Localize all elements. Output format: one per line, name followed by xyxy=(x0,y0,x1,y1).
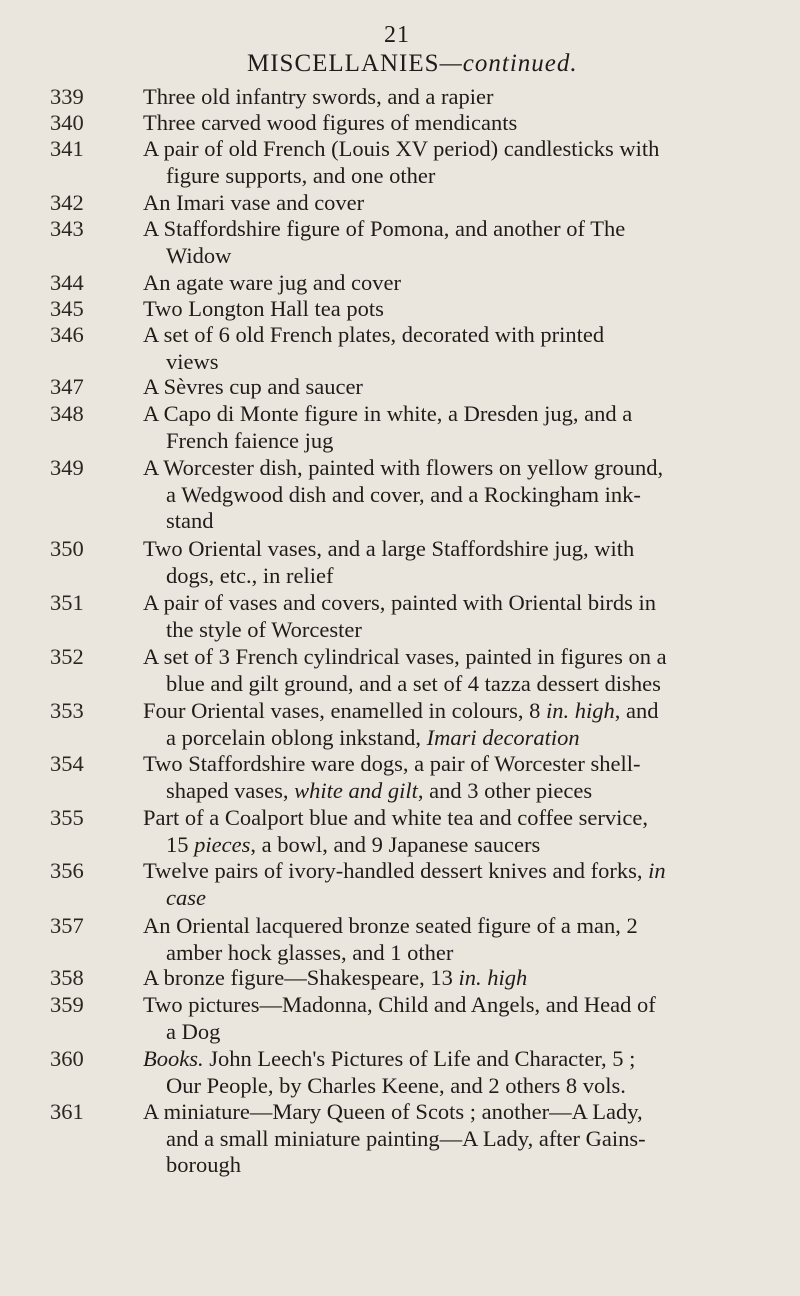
italic-text: in xyxy=(648,858,666,883)
description-line: A pair of old French (Louis XV period) candlesticks with xyxy=(143,136,660,161)
description-line: stand xyxy=(166,508,214,533)
description-line: A set of 6 old French plates, decorated with printed xyxy=(143,322,605,347)
lot-number: 356 xyxy=(50,858,84,883)
lot-description xyxy=(143,190,783,217)
description-line: A miniature—Mary Queen of Scots ; another—A Lady, xyxy=(143,1099,643,1124)
description-line: A Sèvres cup and saucer xyxy=(143,374,363,399)
lot-description xyxy=(143,590,783,643)
lot-description xyxy=(143,296,783,323)
description-line: French faience jug xyxy=(166,427,334,453)
description-line: a Dog xyxy=(166,1018,221,1044)
lot-description xyxy=(143,216,783,269)
description-line: borough xyxy=(166,1152,241,1177)
lot-number: 359 xyxy=(50,992,84,1017)
description-line: Our People, by Charles Keene, and 2 others 8 vols. xyxy=(166,1072,626,1098)
description-line: An agate ware jug and cover xyxy=(143,270,402,295)
lot-description xyxy=(143,322,783,375)
description-line: amber hock glasses, and 1 other xyxy=(166,939,454,965)
italic-text: white and gilt xyxy=(294,777,418,803)
description-line: a porcelain oblong inkstand, Imari decoration xyxy=(166,724,580,750)
description-line: Two pictures—Madonna, Child and Angels, and Head of xyxy=(143,992,656,1017)
lot-description xyxy=(143,698,783,751)
lot-description xyxy=(143,965,783,992)
description-line: Twelve pairs of ivory-handled dessert knives and forks, in xyxy=(143,858,666,883)
lot-number: 360 xyxy=(50,1046,84,1071)
lot-description xyxy=(143,1099,783,1179)
section-title-suffix: —continued. xyxy=(439,50,578,77)
lot-description xyxy=(143,455,783,535)
lot-number: 344 xyxy=(50,270,84,295)
lot-description xyxy=(143,401,783,454)
lot-description xyxy=(143,536,783,589)
lot-number: 361 xyxy=(50,1099,84,1124)
lot-number: 358 xyxy=(50,965,84,990)
description-line: Books. John Leech's Pictures of Life and Character, 5 ; xyxy=(143,1046,636,1071)
italic-text: Books. xyxy=(143,1046,204,1071)
lot-number: 348 xyxy=(50,401,84,426)
italic-text: Imari decoration xyxy=(426,724,580,750)
lot-description xyxy=(143,1046,783,1099)
lot-number: 357 xyxy=(50,913,84,938)
description-line: A pair of vases and covers, painted with Oriental birds in xyxy=(143,590,656,615)
lot-description xyxy=(143,644,783,697)
lot-description xyxy=(143,136,783,189)
description-line: the style of Worcester xyxy=(166,616,362,642)
description-line: Four Oriental vases, enamelled in colours, 8 in. high, and xyxy=(143,698,659,723)
italic-text: in. high xyxy=(546,698,615,723)
lot-number: 347 xyxy=(50,374,84,399)
description-line: A Worcester dish, painted with flowers on yellow ground, xyxy=(143,455,664,480)
description-line: Two Oriental vases, and a large Staffordshire jug, with xyxy=(143,536,635,561)
description-line: 15 pieces, a bowl, and 9 Japanese saucers xyxy=(166,831,541,857)
italic-text: in. high xyxy=(458,965,528,990)
description-line: Widow xyxy=(166,242,232,268)
lot-number: 350 xyxy=(50,536,84,561)
description-line: Two Longton Hall tea pots xyxy=(143,296,384,321)
description-line: An Imari vase and cover xyxy=(143,190,365,215)
lot-number: 354 xyxy=(50,751,84,776)
description-line: A Staffordshire figure of Pomona, and another of The xyxy=(143,216,626,241)
description-line: An Oriental lacquered bronze seated figure of a man, 2 xyxy=(143,913,638,938)
lot-description xyxy=(143,110,783,137)
lot-number: 352 xyxy=(50,644,84,669)
description-line: shaped vases, white and gilt, and 3 other pieces xyxy=(166,777,593,803)
lot-number: 353 xyxy=(50,698,84,723)
description-line: figure supports, and one other xyxy=(166,162,436,188)
description-line: blue and gilt ground, and a set of 4 tazza dessert dishes xyxy=(166,670,661,696)
description-line: A set of 3 French cylindrical vases, painted in figures on a xyxy=(143,644,667,669)
lot-description xyxy=(143,913,783,966)
lot-number: 339 xyxy=(50,84,84,109)
section-title-main: MISCELLANIES xyxy=(247,50,440,77)
page-number: 21 xyxy=(384,22,410,48)
lot-description xyxy=(143,374,783,401)
description-line: A Capo di Monte figure in white, a Dresden jug, and a xyxy=(143,401,633,426)
description-line: A bronze figure—Shakespeare, 13 in. high xyxy=(143,965,528,990)
description-line: and a small miniature painting—A Lady, after Gains- xyxy=(166,1125,646,1151)
lot-number: 341 xyxy=(50,136,84,161)
lot-description xyxy=(143,270,783,297)
lot-number: 349 xyxy=(50,455,84,480)
lot-number: 355 xyxy=(50,805,84,830)
italic-text: pieces xyxy=(194,831,251,857)
lot-number: 345 xyxy=(50,296,84,321)
lot-description xyxy=(143,805,783,858)
description-line xyxy=(143,885,783,912)
lot-number: 346 xyxy=(50,322,84,347)
description-line: Three carved wood figures of mendicants xyxy=(143,110,518,135)
description-line: Three old infantry swords, and a rapier xyxy=(143,84,494,109)
lot-description xyxy=(143,84,783,111)
description-line: Two Staffordshire ware dogs, a pair of Worcester shell- xyxy=(143,751,641,776)
lot-number: 351 xyxy=(50,590,84,615)
italic-text: case xyxy=(166,884,206,910)
lot-description xyxy=(143,992,783,1045)
lot-number: 343 xyxy=(50,216,84,241)
description-line: Part of a Coalport blue and white tea and coffee service, xyxy=(143,805,649,830)
lot-description xyxy=(143,751,783,804)
lot-number: 340 xyxy=(50,110,84,135)
description-line: views xyxy=(166,348,219,374)
lot-description xyxy=(143,858,783,911)
lot-number: 342 xyxy=(50,190,84,215)
description-line: a Wedgwood dish and cover, and a Rockingham ink- xyxy=(166,481,641,507)
description-line: dogs, etc., in relief xyxy=(166,562,334,588)
